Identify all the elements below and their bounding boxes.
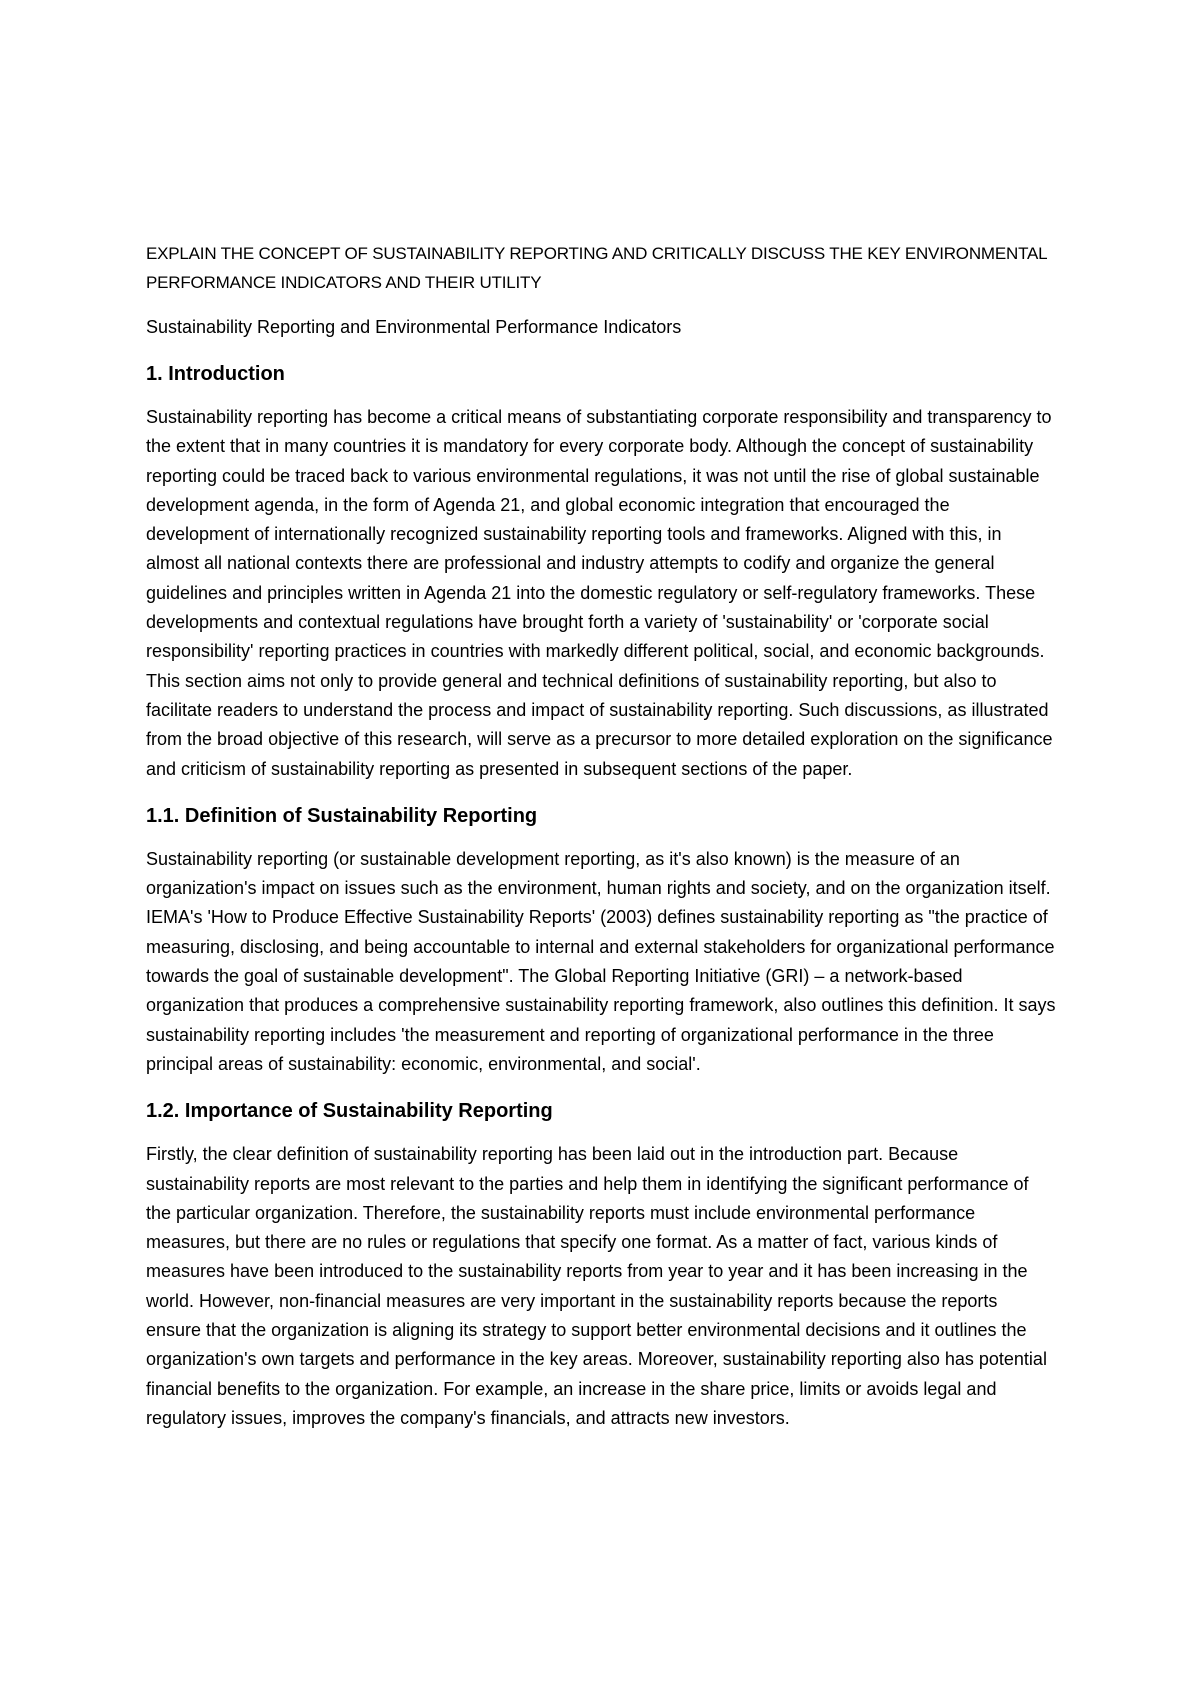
section-introduction bbox=[146, 360, 1056, 784]
section-paragraph: Sustainability reporting (or sustainable development reporting, as it's also known) is the measure of an organization's impact on issues such as the environment, human rights and society, and on the organization itself. IEMA's 'How to Produce Effective Sustainability Reports' (2003) defines sustainability reporting as "the practice of measuring, disclosing, and being accountable to internal and external stakeholders for organizational performance towards the goal of sustainable development". The Global Reporting Initiative (GRI) – a network-based organization that produces a comprehensive sustainability reporting framework, also outlines this definition. It says sustainability reporting includes 'the measurement and reporting of organizational performance in the three principal areas of sustainability: economic, environmental, and social'. bbox=[146, 848, 1056, 1074]
section-heading: 1.1. Definition of Sustainability Reporting bbox=[146, 804, 538, 827]
document-title: EXPLAIN THE CONCEPT OF SUSTAINABILITY REPORTING AND CRITICALLY DISCUSS THE KEY ENVIRONMENTAL PERFORMANCE INDICATORS AND THEIR UTILITY bbox=[146, 244, 1047, 292]
section-paragraph: Sustainability reporting has become a critical means of substantiating corporate responsibility and transparency to the extent that in many countries it is mandatory for every corporate body. Although the concept of sustainability reporting could be traced back to various environmental regulations, it was not until the rise of global sustainable development agenda, in the form of Agenda 21, and global economic integration that encouraged the development of internationally recognized sustainability reporting tools and frameworks. Aligned with this, in almost all national contexts there are professional and industry attempts to codify and organize the general guidelines and principles written in Agenda 21 into the domestic regulatory or self-regulatory frameworks. These developments and contextual regulations have brought forth a variety of 'sustainability' or 'corporate social responsibility' reporting practices in countries with markedly different political, social, and economic backgrounds. This section aims not only to provide general and technical definitions of sustainability reporting, but also to facilitate readers to understand the process and impact of sustainability reporting. Such discussions, as illustrated from the broad objective of this research, will serve as a precursor to more detailed exploration on the significance and criticism of sustainability reporting as presented in subsequent sections of the paper. bbox=[146, 407, 1053, 779]
section-importance bbox=[146, 1097, 1056, 1433]
section-heading: 1. Introduction bbox=[146, 363, 285, 385]
section-heading: 1.2. Importance of Sustainability Reporting bbox=[146, 1100, 553, 1123]
document-subtitle: Sustainability Reporting and Environmental Performance Indicators bbox=[146, 317, 682, 337]
section-definition bbox=[146, 802, 1056, 1079]
section-paragraph: Firstly, the clear definition of sustainability reporting has been laid out in the introduction part. Because sustainability reports are most relevant to the parties and help them in identifying the significant performance of the particular organization. Therefore, the sustainability reports must include environmental performance measures, but there are no rules or regulations that specify one format. As a matter of fact, various kinds of measures have been introduced to the sustainability reports from year to year and it has been increasing in the world. However, non-financial measures are very important in the sustainability reports because the reports ensure that the organization is aligning its strategy to support better environmental decisions and it outlines the organization's own targets and performance in the key areas. Moreover, sustainability reporting also has potential financial benefits to the organization. For example, an increase in the share price, limits or avoids legal and regulatory issues, improves the company's financials, and attracts new investors. bbox=[146, 1144, 1047, 1428]
document-page bbox=[146, 239, 1056, 1433]
